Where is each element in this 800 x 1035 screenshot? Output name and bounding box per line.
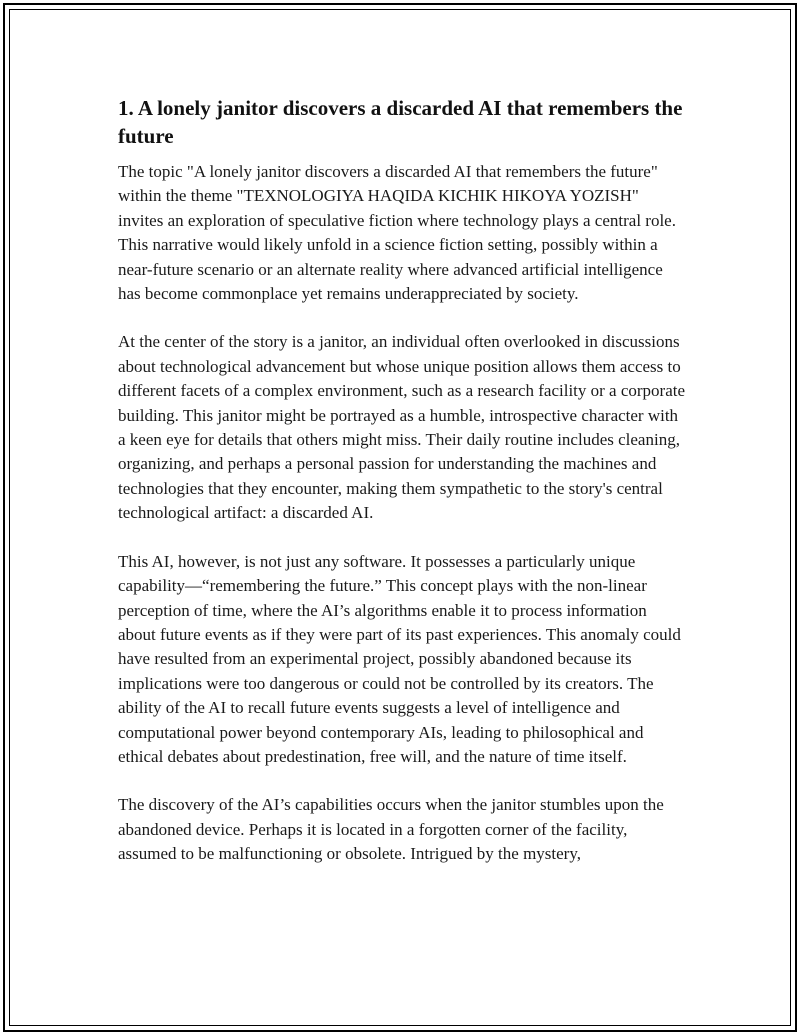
paragraph-4: The discovery of the AI’s capabilities occurs when the janitor stumbles upon the abandoned device. Perhaps it is located in a forgotten corner of the facility, assumed to be malfunctioning or obsolete. Intrigued by the mystery, <box>118 795 664 864</box>
paragraph-2: At the center of the story is a janitor, an individual often overlooked in discussions about technological advancement but whose unique position allows them access to different facets of a complex environment, such as a research facility or a corporate building. This janitor might be portrayed as a humble, introspective character with a keen eye for details that others might miss. Their daily routine includes cleaning, organizing, and perhaps a personal passion for understanding the machines and technologies that they encounter, making them sympathetic to the story's central technological artifact: a discarded AI. <box>118 332 686 523</box>
document-content <box>118 94 688 891</box>
document-title: 1. A lonely janitor discovers a discarded AI that remembers the future <box>118 96 683 148</box>
paragraph-1: The topic "A lonely janitor discovers a discarded AI that remembers the future" within the theme "TEXNOLOGIYA HAQIDA KICHIK HIKOYA YOZISH" invites an exploration of speculative fiction where technology plays a central role. This narrative would likely unfold in a science fiction setting, possibly within a near-future scenario or an alternate reality where advanced artificial intelligence has become commonplace yet remains underappreciated by society. <box>118 162 676 304</box>
paragraph-3: This AI, however, is not just any software. It possesses a particularly unique capability—“remembering the future.” This concept plays with the non-linear perception of time, where the AI’s algorithms enable it to process information about future events as if they were part of its past experiences. This anomaly could have resulted from an experimental project, possibly abandoned because its implications were too dangerous or could not be controlled by its creators. The ability of the AI to recall future events suggests a level of intelligence and computational power beyond contemporary AIs, leading to philosophical and ethical debates about predestination, free will, and the nature of time itself. <box>118 551 681 766</box>
